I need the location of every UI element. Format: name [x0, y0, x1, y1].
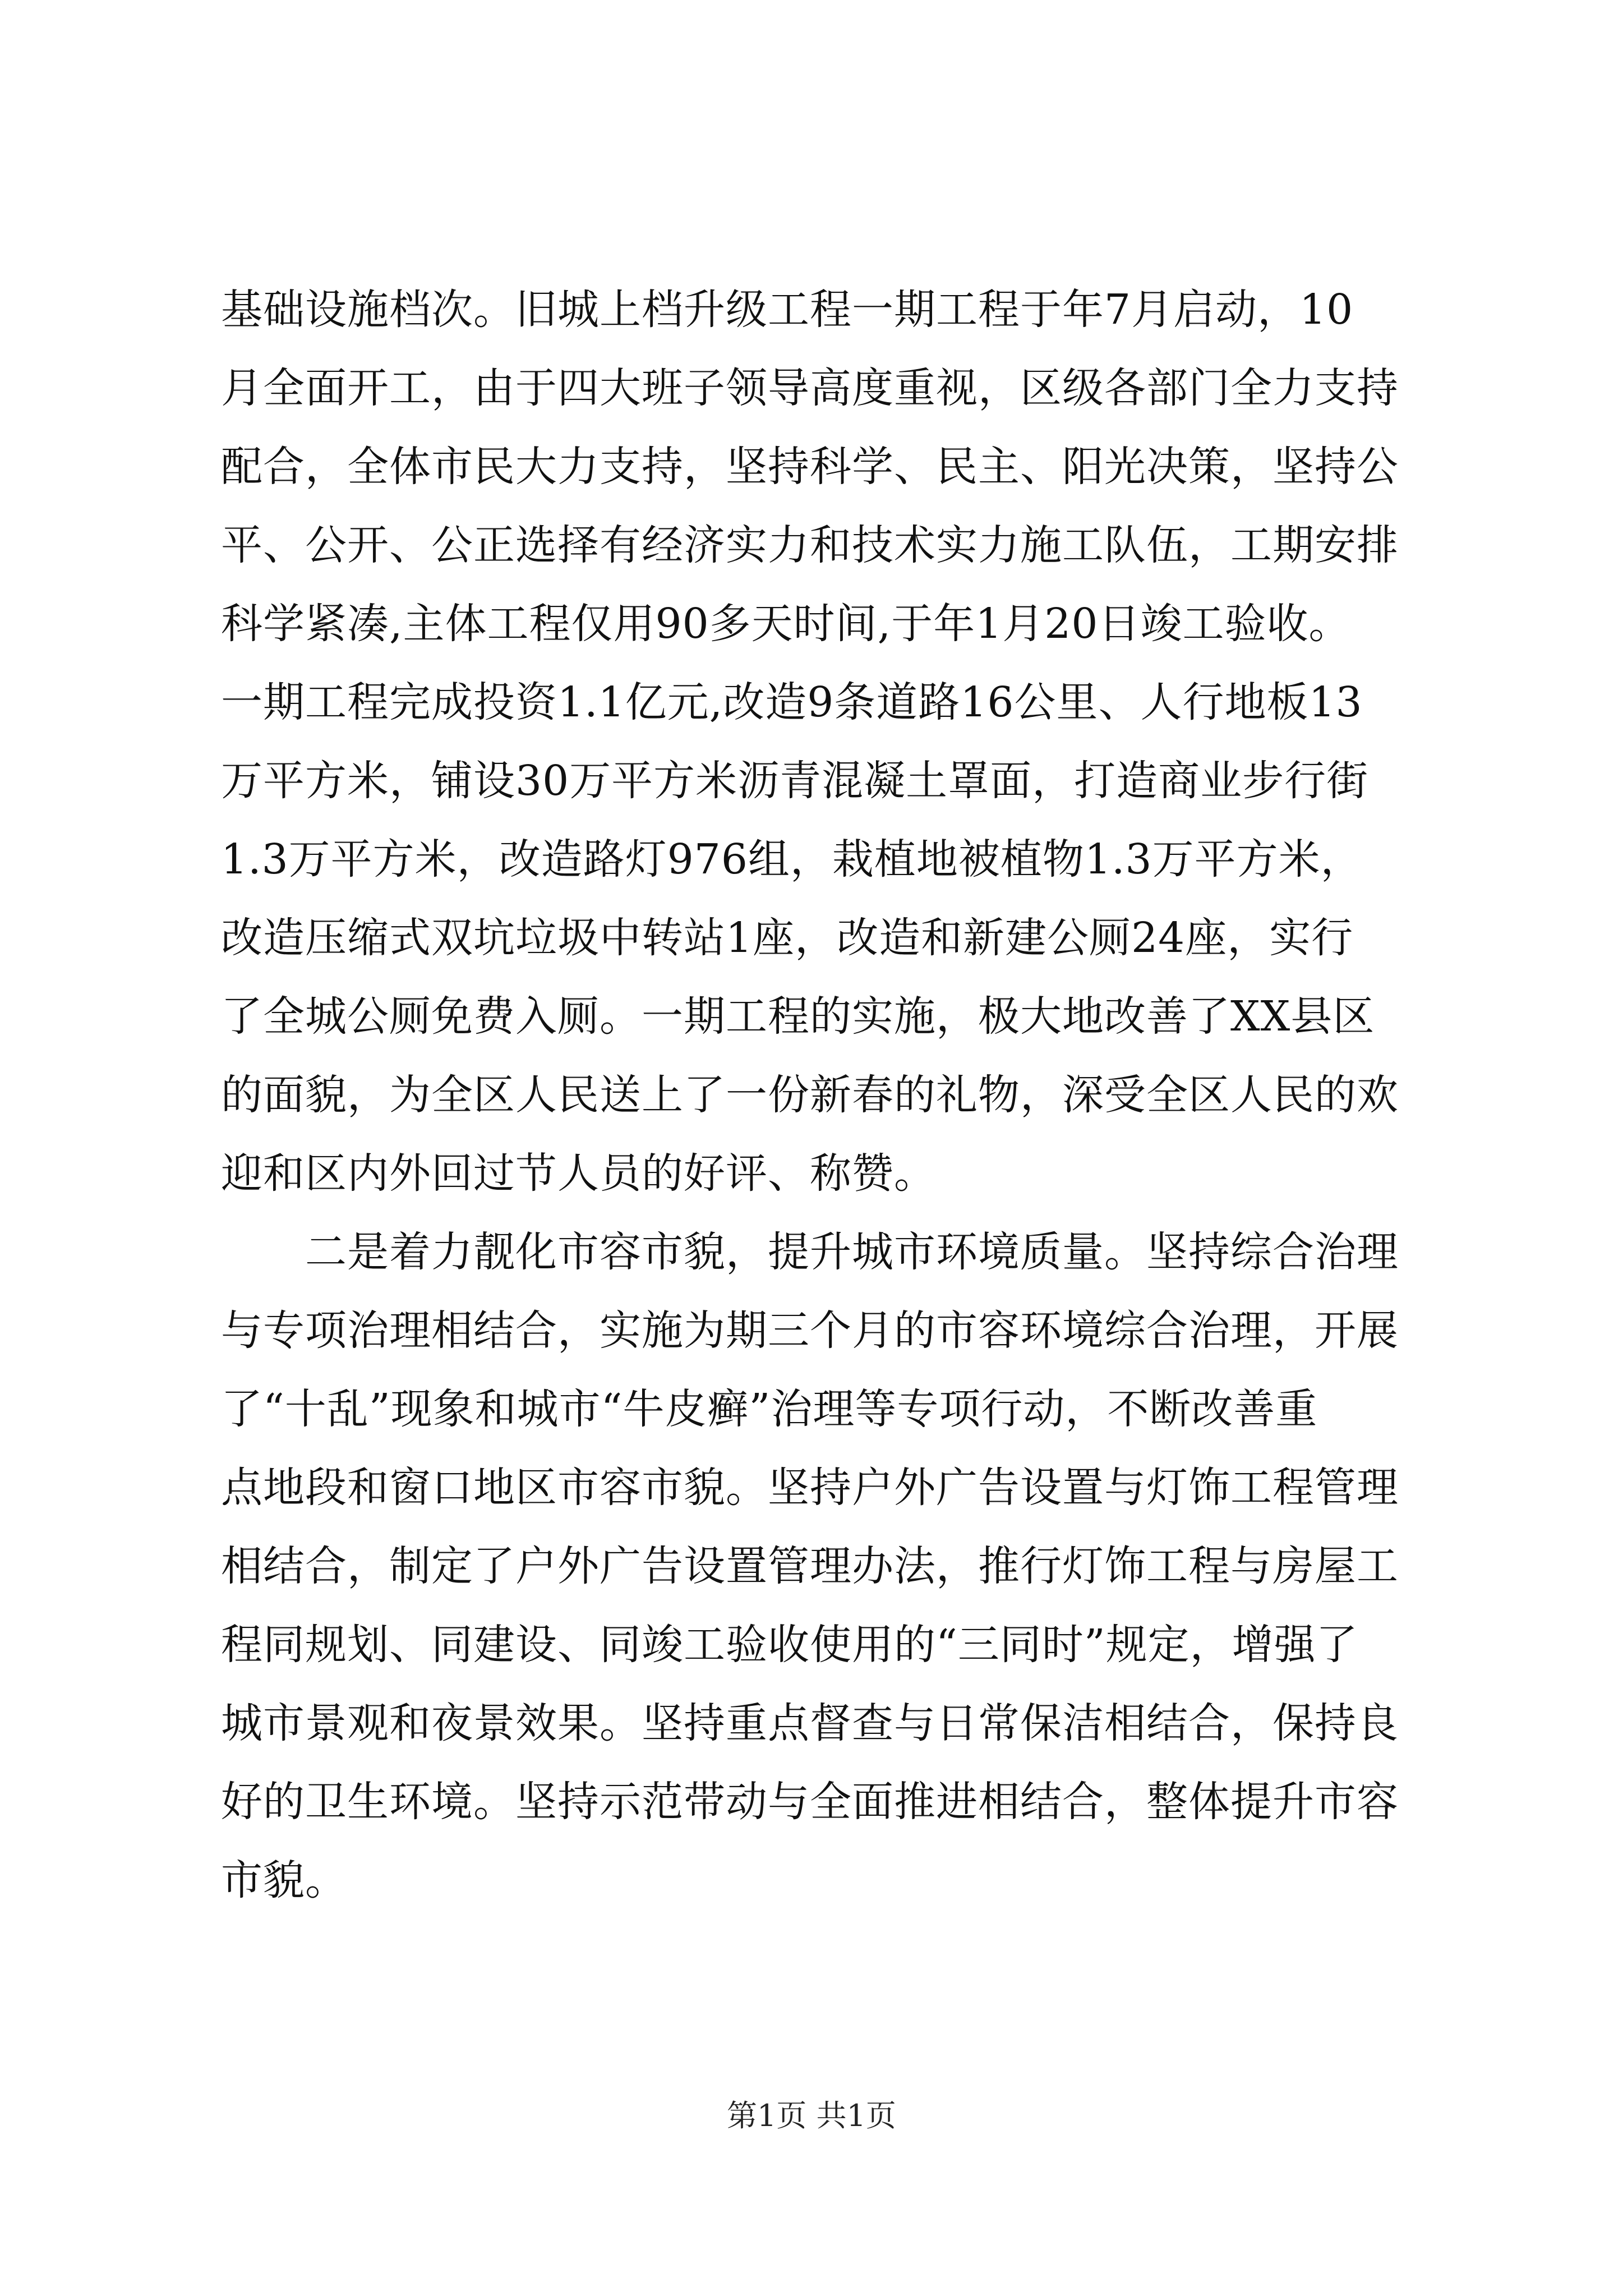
text-line: 科学紧凑,主体工程仅用90多天时间,于年1月20日竣工验收。 — [221, 600, 1351, 648]
text-line: 1.3万平方米，改造路灯976组，栽植地被植物1.3万平方米， — [221, 835, 1363, 884]
text-line: 好的卫生环境。坚持示范带动与全面推进相结合，整体提升市容 — [221, 1778, 1399, 1826]
text-line: 平、公开、公正选择有经济实力和技术实力施工队伍，工期安排 — [221, 521, 1399, 569]
text-line: 相结合，制定了户外广告设置管理办法，推行灯饰工程与房屋工 — [221, 1542, 1399, 1590]
text-line: 配合，全体市民大力支持，坚持科学、民主、阳光决策，坚持公 — [221, 443, 1399, 491]
text-line: 城市景观和夜景效果。坚持重点督查与日常保洁相结合，保持良 — [221, 1699, 1399, 1747]
text-line: 二是着力靓化市容市貌，提升城市环境质量。坚持综合治理 — [221, 1228, 1399, 1276]
text-line: 的面貌，为全区人民送上了一份新春的礼物，深受全区人民的欢 — [221, 1071, 1399, 1119]
text-line: 了“十乱”现象和城市“牛皮癣”治理等专项行动，不断改善重 — [221, 1385, 1318, 1433]
page-number-footer: 第1页 共1页 — [727, 2098, 896, 2133]
text-line: 与专项治理相结合，实施为期三个月的市容环境综合治理，开展 — [221, 1306, 1399, 1355]
text-line: 万平方米，铺设30万平方米沥青混凝土罩面，打造商业步行街 — [221, 757, 1369, 805]
text-line: 点地段和窗口地区市容市貌。坚持户外广告设置与灯饰工程管理 — [221, 1464, 1399, 1512]
text-line: 基础设施档次。旧城上档升级工程一期工程于年7月启动，10 — [221, 286, 1354, 334]
text-line: 迎和区内外回过节人员的好评、称赞。 — [221, 1149, 936, 1198]
text-line: 一期工程完成投资1.1亿元,改造9条道路16公里、人行地板13 — [221, 678, 1363, 726]
text-line: 了全城公厕免费入厕。一期工程的实施，极大地改善了XX县区 — [221, 992, 1375, 1041]
text-line: 程同规划、同建设、同竣工验收使用的“三同时”规定，增强了 — [221, 1621, 1358, 1669]
text-line: 市貌。 — [221, 1856, 347, 1904]
text-line: 月全面开工，由于四大班子领导高度重视，区级各部门全力支持 — [221, 364, 1399, 412]
text-line: 改造压缩式双坑垃圾中转站1座，改造和新建公厕24座，实行 — [221, 914, 1354, 962]
